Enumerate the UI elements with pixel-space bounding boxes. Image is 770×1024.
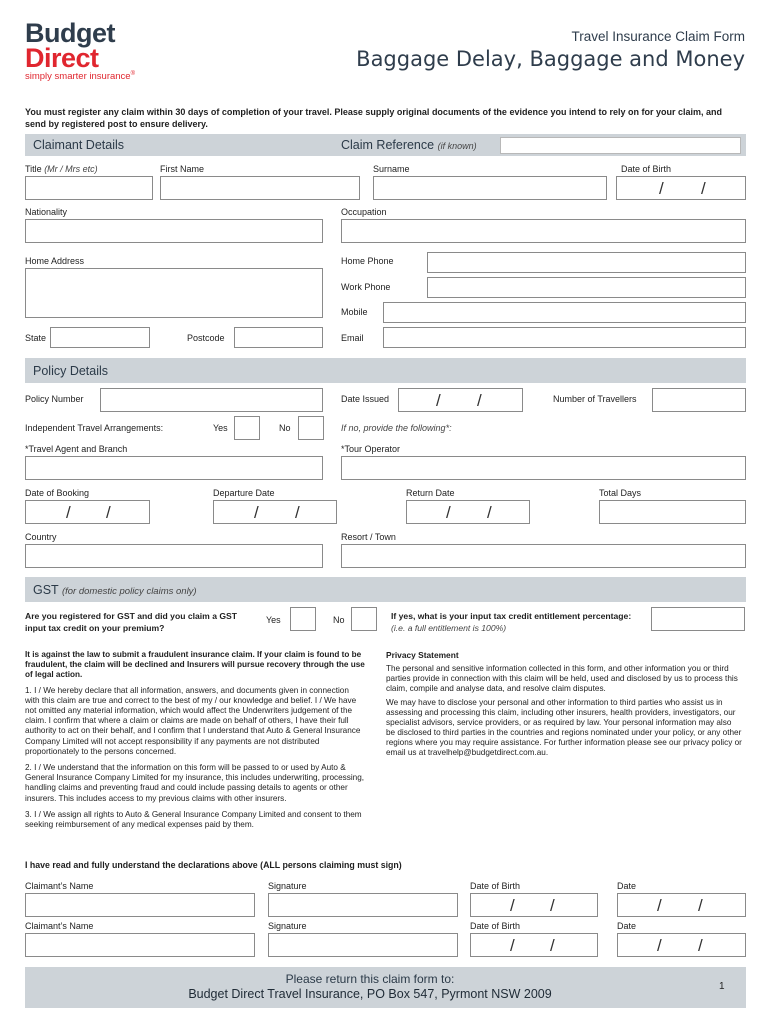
signature-field[interactable] bbox=[268, 933, 458, 957]
date-separator: / bbox=[254, 503, 259, 522]
claim-ref-hint: (if known) bbox=[437, 141, 477, 151]
work-phone-field[interactable] bbox=[427, 277, 746, 298]
date-separator: / bbox=[550, 896, 555, 915]
date-issued-field[interactable] bbox=[398, 388, 523, 412]
title-field[interactable] bbox=[25, 176, 153, 200]
title-hint: (Mr / Mrs etc) bbox=[44, 164, 98, 174]
logo-tagline: simply smarter insurance bbox=[25, 71, 131, 83]
tour-operator-label: *Tour Operator bbox=[341, 444, 401, 454]
gst-entitlement-label bbox=[391, 610, 631, 634]
date-separator: / bbox=[510, 896, 515, 915]
first-name-label: First Name bbox=[160, 164, 205, 174]
home-phone-label: Home Phone bbox=[341, 256, 394, 266]
date-booking-field[interactable] bbox=[25, 500, 150, 524]
mobile-field[interactable] bbox=[383, 302, 746, 323]
nationality-label: Nationality bbox=[25, 207, 68, 217]
form-title: Baggage Delay, Baggage and Money bbox=[356, 47, 745, 71]
if-no-note-text: If no, provide the following*: bbox=[341, 423, 452, 433]
nationality-field[interactable] bbox=[25, 219, 323, 243]
departure-date-label: Departure Date bbox=[213, 488, 275, 498]
claim-ref-label bbox=[341, 138, 477, 152]
mobile-label: Mobile bbox=[341, 307, 368, 317]
return-date-label: Return Date bbox=[406, 488, 455, 498]
country-label: Country bbox=[25, 532, 57, 542]
home-address-field[interactable] bbox=[25, 268, 323, 318]
num-travellers-label: Number of Travellers bbox=[553, 394, 637, 404]
signature-label: Signature bbox=[268, 881, 307, 891]
policy-number-field[interactable] bbox=[100, 388, 323, 412]
declaration-item-2: 2. I / We understand that the information on this form will be passed to or used by Auto & General Insurance Company Limited for my insurance, this includes underwriting, processing, handling claims and preventing fraud and could include passing details to agents or other insurers. This includes access to my previous claims with other insurers. bbox=[25, 763, 365, 803]
claimant-name-label: Claimant’s Name bbox=[25, 921, 94, 931]
gst-title-text: GST bbox=[33, 583, 59, 597]
return-date-field[interactable] bbox=[406, 500, 530, 524]
postcode-label: Postcode bbox=[187, 333, 225, 343]
sig-dob-label: Date of Birth bbox=[470, 881, 521, 891]
email-label: Email bbox=[341, 333, 364, 343]
occupation-label: Occupation bbox=[341, 207, 387, 217]
independent-yes-checkbox[interactable] bbox=[234, 416, 260, 440]
gst-question: Are you registered for GST and did you claim a GST input tax credit on your premium? bbox=[25, 611, 238, 633]
claimant-section-title: Claimant Details bbox=[33, 138, 125, 152]
signature-statement: I have read and fully understand the declarations above (ALL persons claiming must sign) bbox=[25, 860, 402, 870]
date-separator: / bbox=[698, 896, 703, 915]
sig-date-label: Date bbox=[617, 881, 637, 891]
state-label: State bbox=[25, 333, 47, 343]
gst-no-label: No bbox=[333, 615, 345, 625]
claimant-name-field[interactable] bbox=[25, 893, 255, 917]
total-days-field[interactable] bbox=[599, 500, 746, 524]
gst-entitlement-text: If yes, what is your input tax credit entitlement percentage: bbox=[391, 611, 632, 621]
email-field[interactable] bbox=[383, 327, 746, 348]
country-field[interactable] bbox=[25, 544, 323, 568]
date-separator: / bbox=[510, 936, 515, 955]
sig-dob-field[interactable] bbox=[470, 933, 598, 957]
sig-date-label: Date bbox=[617, 921, 637, 931]
independent-no-label: No bbox=[279, 423, 291, 433]
form-type: Travel Insurance Claim Form bbox=[571, 29, 745, 44]
home-phone-field[interactable] bbox=[427, 252, 746, 273]
date-separator: / bbox=[446, 503, 451, 522]
logo-direct-text: Direct bbox=[25, 43, 99, 73]
departure-date-field[interactable] bbox=[213, 500, 337, 524]
claim-reference-field[interactable] bbox=[500, 137, 741, 154]
date-separator: / bbox=[659, 179, 664, 198]
gst-entitlement-hint: (i.e. a full entitlement is 100%) bbox=[391, 623, 507, 633]
footer-return-line: Please return this claim form to: bbox=[285, 972, 455, 986]
date-separator: / bbox=[550, 936, 555, 955]
date-separator: / bbox=[657, 936, 662, 955]
gst-yes-checkbox[interactable] bbox=[290, 607, 316, 631]
sig-dob-field[interactable] bbox=[470, 893, 598, 917]
date-issued-label: Date Issued bbox=[341, 394, 390, 404]
signature-label: Signature bbox=[268, 921, 307, 931]
registered-mark: ® bbox=[130, 71, 136, 77]
if-no-note bbox=[341, 423, 452, 433]
declaration-item-1: 1. I / We hereby declare that all information, answers, and documents given in connection with this claim are true and correct to the best of my / our knowledge and belief. I / We have not omitted any material information, which would affect the Underwriters judgement of the claim. I confirm that where a claim or claims are made on behalf of others, I have their full authority to act on their behalf, and I confirm that I understand that Auto & General Insurance Company Limited will not accept responsibility if any payments are not distributed proportionately to the persons concerned. bbox=[25, 685, 361, 756]
date-booking-label: Date of Booking bbox=[25, 488, 90, 498]
policy-section-title: Policy Details bbox=[33, 364, 109, 378]
policy-number-label: Policy Number bbox=[25, 394, 84, 404]
title-label bbox=[25, 164, 98, 174]
total-days-label: Total Days bbox=[599, 488, 642, 498]
claimant-name-label: Claimant’s Name bbox=[25, 881, 94, 891]
dob-field[interactable] bbox=[616, 176, 746, 200]
declaration-item-3: 3. I / We assign all rights to Auto & General Insurance Company Limited and consent to them seeking reimbursement of any medical expenses paid by them. bbox=[25, 809, 362, 830]
independent-yes-label: Yes bbox=[213, 423, 228, 433]
dob-label: Date of Birth bbox=[621, 164, 672, 174]
claim-ref-label-text: Claim Reference bbox=[341, 138, 435, 152]
brand-logo bbox=[25, 20, 195, 92]
date-separator: / bbox=[477, 391, 482, 410]
policy-section-band bbox=[25, 358, 746, 383]
first-name-field[interactable] bbox=[160, 176, 360, 200]
independent-no-checkbox[interactable] bbox=[298, 416, 324, 440]
gst-yes-label: Yes bbox=[266, 615, 281, 625]
privacy-para-2: We may have to disclose your personal and other information to third parties who assist us in assessing and processing this claim, including other insurers, health providers, investigators, our specialist advisors, service providers, or as required by law. Your personal information may also be disclosed to third parties in the countries and regions nominated under your policy, or any other regions where you may require assistance. For further information please see our privacy policy or email us at travelhelp@budgetdirect.com.au. bbox=[386, 698, 742, 757]
surname-field[interactable] bbox=[373, 176, 607, 200]
state-field[interactable] bbox=[50, 327, 150, 348]
date-separator: / bbox=[295, 503, 300, 522]
date-separator: / bbox=[106, 503, 111, 522]
date-separator: / bbox=[436, 391, 441, 410]
claimant-name-field[interactable] bbox=[25, 933, 255, 957]
postcode-field[interactable] bbox=[234, 327, 323, 348]
sig-date-field[interactable] bbox=[617, 893, 746, 917]
declaration-column bbox=[25, 650, 365, 830]
travel-agent-field[interactable] bbox=[25, 456, 323, 480]
num-travellers-field[interactable] bbox=[652, 388, 746, 412]
date-separator: / bbox=[657, 896, 662, 915]
privacy-title: Privacy Statement bbox=[386, 650, 459, 660]
page-number: 1 bbox=[719, 981, 725, 992]
work-phone-label: Work Phone bbox=[341, 282, 391, 292]
tour-operator-field[interactable] bbox=[341, 456, 746, 480]
fraud-warning: It is against the law to submit a fraudulent insurance claim. If your claim is found to be fraudulent, the claim will be declined and Insurers will pursue recovery through the use of legal action. bbox=[25, 650, 365, 680]
privacy-column bbox=[386, 650, 742, 758]
occupation-field[interactable] bbox=[341, 219, 746, 243]
footer-address: Budget Direct Travel Insurance, PO Box 547, Pyrmont NSW 2009 bbox=[188, 987, 552, 1001]
gst-title-hint: (for domestic policy claims only) bbox=[61, 586, 197, 597]
title-label-text: Title bbox=[25, 164, 42, 174]
intro-text: You must register any claim within 30 days of completion of your travel. Please supply original documents of the evidence you intend to rely on for your claim, and send by registered post to ensure delivery. bbox=[25, 107, 722, 129]
logo-budget-text: Budget bbox=[25, 18, 115, 48]
surname-label: Surname bbox=[373, 164, 410, 174]
resort-label: Resort / Town bbox=[341, 532, 396, 542]
gst-section-title bbox=[33, 583, 197, 597]
gst-entitlement-field[interactable] bbox=[651, 607, 745, 631]
independent-travel-label: Independent Travel Arrangements: bbox=[25, 423, 164, 433]
date-separator: / bbox=[701, 179, 706, 198]
home-address-label: Home Address bbox=[25, 256, 85, 266]
resort-field[interactable] bbox=[341, 544, 746, 568]
privacy-para-1: The personal and sensitive information collected in this form, and other information you or third parties provide in connection with this claim will be held, used and disclosed by us to process this claim, compile and analyse data, and resolve claim disputes. bbox=[386, 664, 738, 693]
date-separator: / bbox=[487, 503, 492, 522]
gst-no-checkbox[interactable] bbox=[351, 607, 377, 631]
signature-field[interactable] bbox=[268, 893, 458, 917]
date-separator: / bbox=[698, 936, 703, 955]
sig-dob-label: Date of Birth bbox=[470, 921, 521, 931]
travel-agent-label: *Travel Agent and Branch bbox=[25, 444, 128, 454]
date-separator: / bbox=[66, 503, 71, 522]
sig-date-field[interactable] bbox=[617, 933, 746, 957]
